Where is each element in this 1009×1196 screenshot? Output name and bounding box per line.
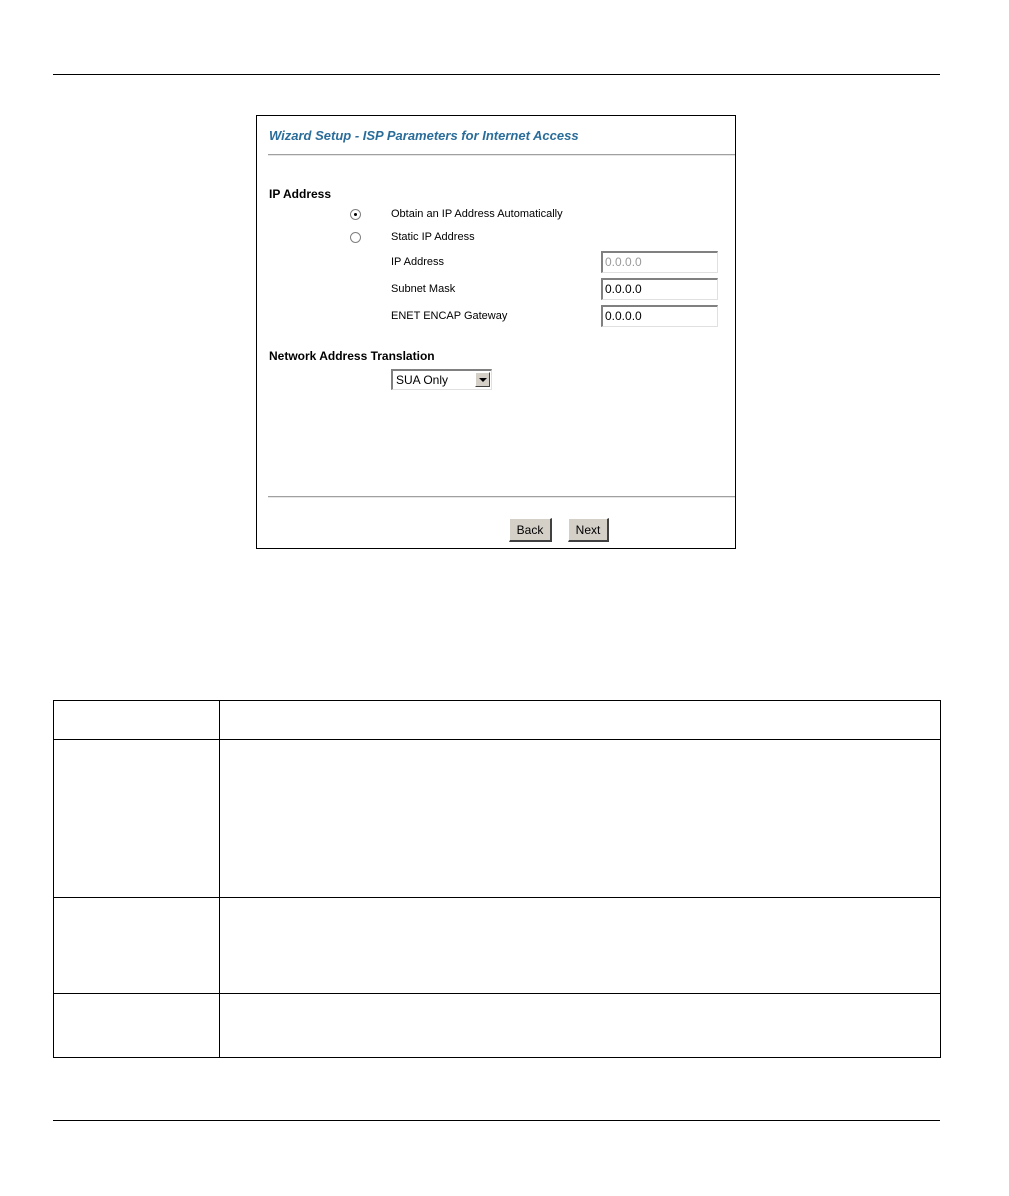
obtain-auto-label: Obtain an IP Address Automatically (391, 208, 563, 220)
gateway-input[interactable]: 0.0.0.0 (601, 305, 718, 327)
radio-selected-dot (354, 213, 357, 216)
subnet-mask-field-label: Subnet Mask (391, 283, 456, 295)
next-button[interactable]: Next (568, 518, 609, 542)
static-ip-radio[interactable] (350, 232, 361, 243)
table-cell (220, 994, 941, 1058)
ip-address-section-label: IP Address (269, 187, 332, 201)
table-cell (54, 994, 220, 1058)
subnet-mask-input[interactable]: 0.0.0.0 (601, 278, 718, 300)
table-row (54, 740, 941, 898)
wizard-title: Wizard Setup - ISP Parameters for Internet Access (269, 128, 579, 143)
footer-rule (53, 1120, 940, 1121)
table-cell (220, 898, 941, 994)
table-header-cell (54, 701, 220, 740)
table-cell (220, 740, 941, 898)
nat-section-label: Network Address Translation (269, 349, 435, 363)
ip-address-input[interactable]: 0.0.0.0 (601, 251, 718, 273)
table-header-row (54, 701, 941, 740)
nat-selected-value: SUA Only (396, 373, 449, 387)
title-divider (268, 154, 735, 156)
wizard-panel (256, 115, 736, 549)
table-cell (54, 898, 220, 994)
footer-divider (268, 496, 735, 498)
table-row (54, 898, 941, 994)
obtain-auto-radio[interactable] (350, 209, 361, 220)
ip-address-field-label: IP Address (391, 256, 444, 268)
table-row (54, 994, 941, 1058)
field-description-table (53, 700, 941, 1058)
table-cell (54, 740, 220, 898)
gateway-field-label: ENET ENCAP Gateway (391, 310, 508, 322)
chevron-down-icon[interactable] (475, 372, 490, 387)
nat-select[interactable] (391, 369, 492, 390)
static-ip-label: Static IP Address (391, 231, 475, 243)
back-button[interactable]: Back (509, 518, 552, 542)
header-rule (53, 74, 940, 75)
table-header-cell (220, 701, 941, 740)
